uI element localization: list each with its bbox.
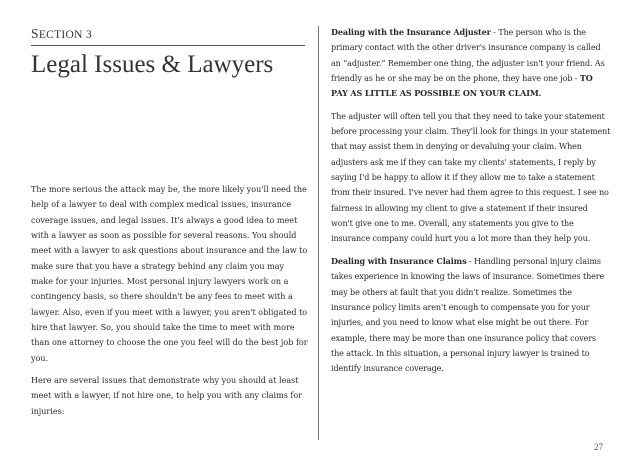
- left-column-body: [31, 182, 308, 426]
- issues-intro-paragraph: Here are several issues that demonstrate why you should at least meet with a lawyer, if not hire one, to help you with any claims for injuries:: [31, 376, 303, 416]
- claims-heading: Dealing with Insurance Claims: [331, 255, 467, 266]
- page-number: 27: [594, 442, 603, 452]
- claims-text: - Handling personal injury claims takes experience in knowing the laws of insurance. Sometimes there may be others at fault that you didn't realize. Sometimes the insurance policy limits aren't enough to compensate you for your injuries, and you need to know what else might be out there. For example, there may be more than one insurance policy that covers the attack. In this situation, a personal injury lawyer is trained to identify insurance coverage.: [331, 256, 605, 374]
- section-label-rest: ECTION 3: [38, 29, 92, 41]
- adjuster-paragraph: [331, 25, 611, 102]
- statement-paragraph: The adjuster will often tell you that they need to take your statement before processing your claim. They'll look for things in your statement that may assist them in denying or devaluing your claim. When adjusters ask me if they can take my clients' statements, I reply by saying I'd be happy to allow it if they allow me to take a statement from their insured. I've never had them agree to this request. I see no fairness in allowing my client to give a statement if their insured won't give one to me. Overall, any statements you give to the insurance company could hurt you a lot more than they help you.: [331, 111, 611, 244]
- section-label-initial: S: [31, 26, 39, 41]
- section-label: [31, 26, 305, 45]
- page-title: Legal Issues & Lawyers: [31, 51, 274, 78]
- section-header: [31, 26, 305, 80]
- claims-paragraph: [331, 254, 611, 377]
- right-column-body: [331, 25, 611, 384]
- intro-paragraph: The more serious the attack may be, the more likely you'll need the help of a lawyer to deal with complex medical issues, insurance coverage issues, and legal issues. It's always a good idea to meet with a lawyer as soon as possible for several reasons. You should meet with a lawyer to ask questions about insurance and the law to make sure that you have a strategy behind any claim you may make for your injuries. Most personal injury lawyers work on a contingency basis, so there shouldn't be any fees to meet with a lawyer. Also, even if you meet with a lawyer, you aren't obligated to hire that lawyer. So, you should take the time to meet with more than one attorney to choose the one you feel will do the best job for you.: [31, 185, 308, 363]
- column-divider: [318, 26, 319, 440]
- adjuster-heading: Dealing with the Insurance Adjuster: [331, 27, 491, 37]
- adjuster-text: - The person who is the primary contact with the other driver's insurance company is called an “adjuster.” Remember one thing, the adjuster isn't your friend. As friendly as he or she may be on the phone, they have one job -: [331, 28, 605, 84]
- adjuster-emphasis: TO PAY AS LITTLE AS POSSIBLE ON YOUR CLAIM.: [331, 73, 593, 99]
- section-rule: [31, 45, 305, 46]
